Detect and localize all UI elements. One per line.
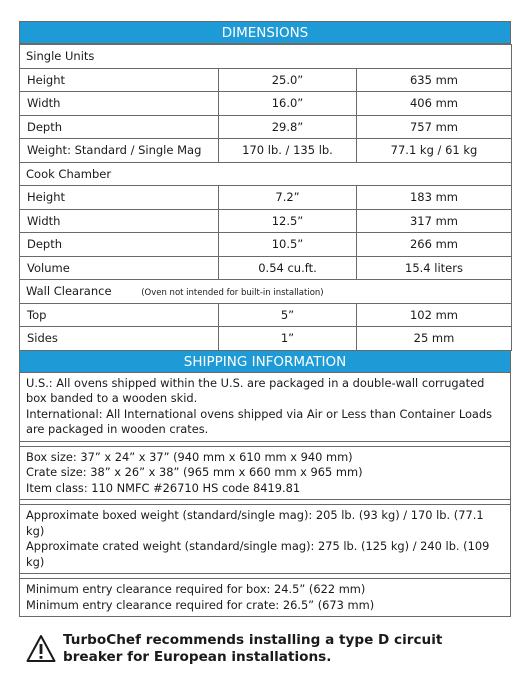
international-shipping-text: International: All International ovens shipped via Air or Less than Container Loads are packaged in wooden crates. <box>26 406 493 436</box>
metric-value: 266 mm <box>357 233 512 257</box>
table-row <box>20 92 512 116</box>
table-row <box>20 115 512 139</box>
imperial-value: 16.0” <box>219 92 357 116</box>
table-row <box>20 256 512 280</box>
metric-value: 635 mm <box>357 68 512 92</box>
us-shipping-text: U.S.: All ovens shipped within the U.S. are packaged in a double-wall corrugated box banded to a wooden skid. <box>26 375 485 405</box>
warning-note <box>26 632 496 666</box>
section-wall-clearance <box>20 280 512 304</box>
section-note: (Oven not intended for built-in installation) <box>141 288 324 299</box>
imperial-value: 1” <box>219 327 357 351</box>
metric-value: 183 mm <box>357 186 512 210</box>
box-size-text: Box size: 37” x 24” x 37” (940 mm x 610 mm x 940 mm) <box>26 449 353 464</box>
row-label: Weight: Standard / Single Mag <box>20 139 219 163</box>
shipping-weight-block <box>20 504 510 574</box>
shipping-clearance-block <box>20 578 510 617</box>
dimensions-table <box>19 44 512 351</box>
section-label: Cook Chamber <box>20 162 512 186</box>
shipping-banner: SHIPPING INFORMATION <box>19 350 511 373</box>
imperial-value: 170 lb. / 135 lb. <box>219 139 357 163</box>
metric-value: 102 mm <box>357 303 512 327</box>
row-label: Top <box>20 303 219 327</box>
table-row <box>20 68 512 92</box>
table-row <box>20 303 512 327</box>
imperial-value: 29.8” <box>219 115 357 139</box>
imperial-value: 25.0” <box>219 68 357 92</box>
dimensions-banner: DIMENSIONS <box>19 21 511 44</box>
shipping-size-block <box>20 446 510 501</box>
row-label: Height <box>20 68 219 92</box>
imperial-value: 0.54 cu.ft. <box>219 256 357 280</box>
row-label: Volume <box>20 256 219 280</box>
section-cook-chamber <box>20 162 512 186</box>
section-label: Single Units <box>20 45 512 69</box>
item-class-text: Item class: 110 NMFC #26710 HS code 8419.81 <box>26 480 301 495</box>
row-label: Width <box>20 209 219 233</box>
imperial-value: 12.5” <box>219 209 357 233</box>
spec-sheet <box>19 21 511 617</box>
metric-value: 757 mm <box>357 115 512 139</box>
imperial-value: 10.5” <box>219 233 357 257</box>
row-label: Depth <box>20 115 219 139</box>
row-label: Width <box>20 92 219 116</box>
table-row <box>20 327 512 351</box>
table-row <box>20 186 512 210</box>
row-label: Sides <box>20 327 219 351</box>
warning-text: TurboChef recommends installing a type D circuit breaker for European installations. <box>63 632 443 665</box>
crate-size-text: Crate size: 38” x 26” x 38” (965 mm x 660 mm x 965 mm) <box>26 465 363 479</box>
metric-value: 15.4 liters <box>357 256 512 280</box>
shipping-packaging-block <box>20 373 510 442</box>
metric-value: 25 mm <box>357 327 512 351</box>
imperial-value: 7.2” <box>219 186 357 210</box>
imperial-value: 5” <box>219 303 357 327</box>
row-label: Depth <box>20 233 219 257</box>
metric-value: 77.1 kg / 61 kg <box>357 139 512 163</box>
table-row <box>20 209 512 233</box>
shipping-section <box>19 373 511 618</box>
entry-box-text: Minimum entry clearance required for box: 24.5” (622 mm) <box>26 582 366 596</box>
section-label: Wall Clearance <box>26 284 112 299</box>
row-label: Height <box>20 186 219 210</box>
crated-weight-text: Approximate crated weight (standard/single mag): 275 lb. (125 kg) / 240 lb. (109 kg) <box>26 539 490 569</box>
table-row <box>20 139 512 163</box>
metric-value: 406 mm <box>357 92 512 116</box>
boxed-weight-text: Approximate boxed weight (standard/single mag): 205 lb. (93 kg) / 170 lb. (77.1 kg) <box>26 508 484 538</box>
section-single-units <box>20 45 512 69</box>
warning-triangle-icon <box>26 634 56 664</box>
table-row <box>20 233 512 257</box>
metric-value: 317 mm <box>357 209 512 233</box>
entry-crate-text: Minimum entry clearance required for crate: 26.5” (673 mm) <box>26 597 375 612</box>
